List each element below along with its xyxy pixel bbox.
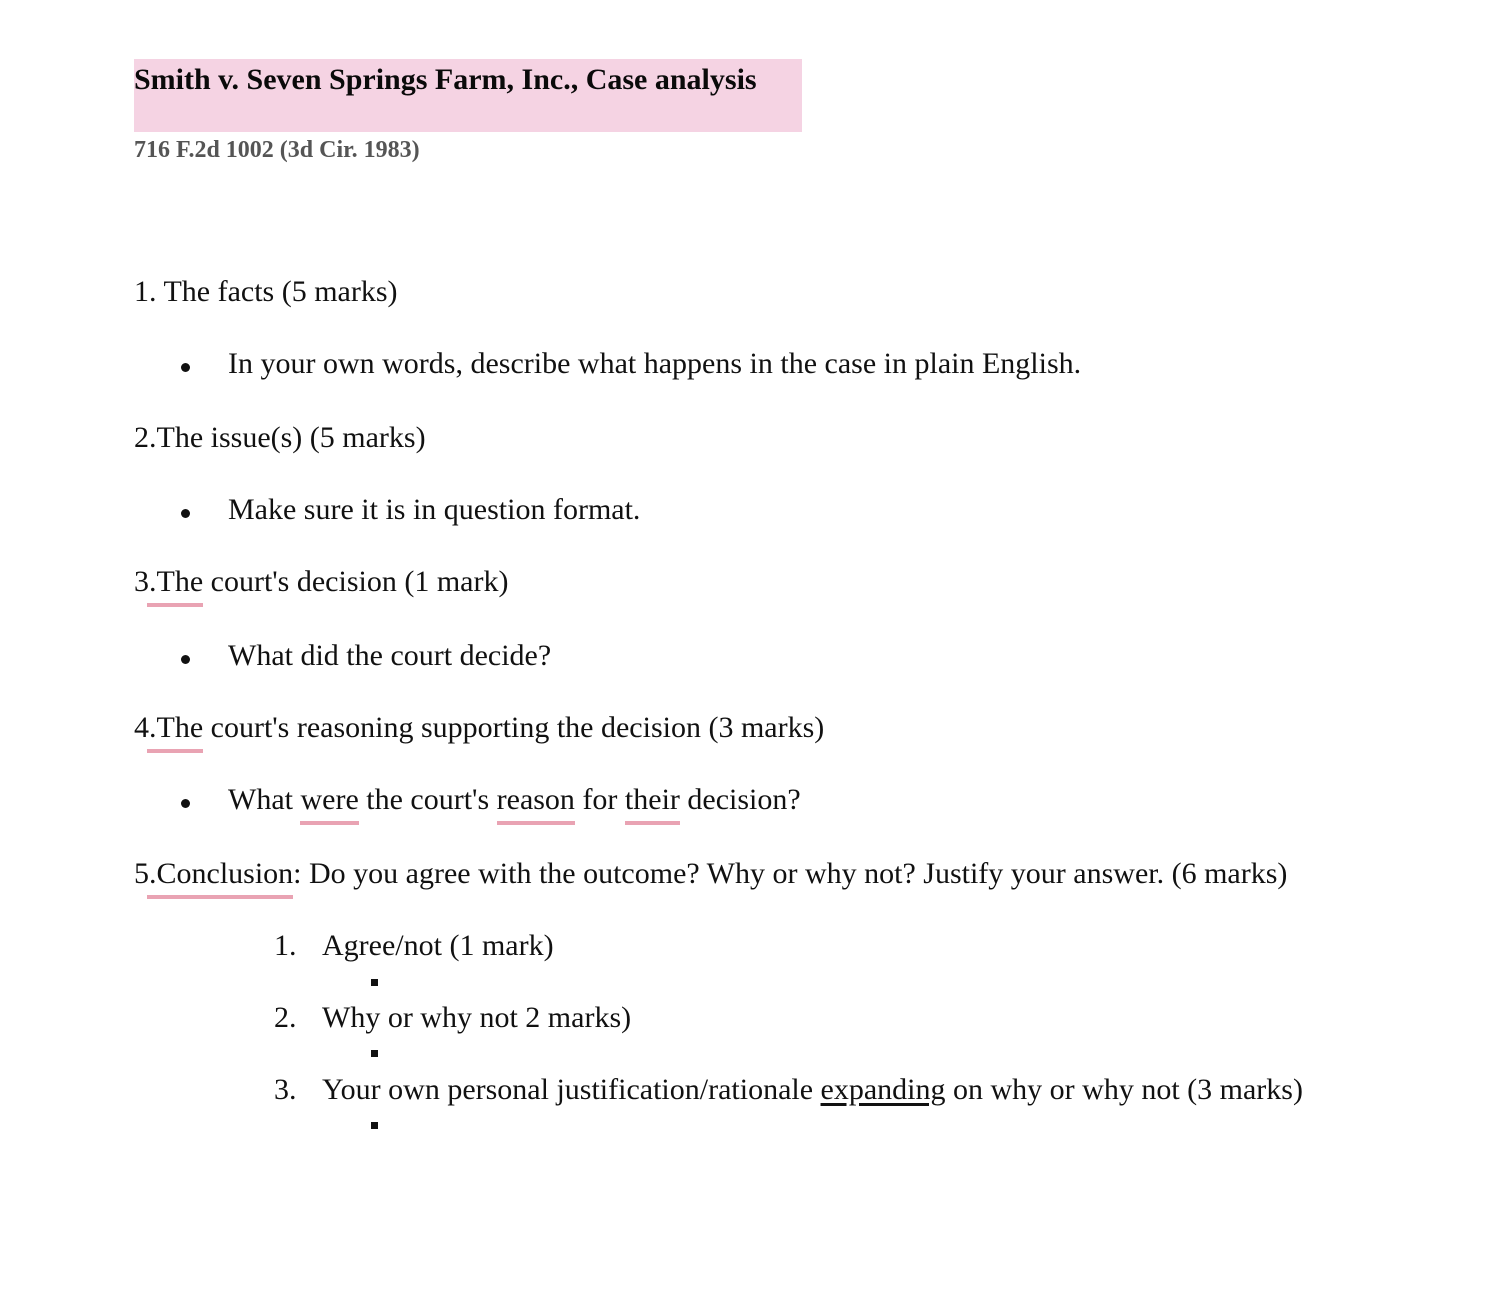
heading-text: court's decision (1 mark) (203, 565, 509, 598)
heading-number: 4. (134, 711, 157, 744)
subitem-1-text: Agree/not (1 mark) (322, 929, 554, 962)
subitem-3-text (322, 1072, 1303, 1108)
heading-number: 3. (134, 565, 157, 598)
heading-number: 5. (134, 857, 157, 890)
section-4-heading (134, 710, 824, 746)
square-bullet-icon (371, 979, 378, 986)
section-4-bullet (228, 782, 801, 818)
bullet-text-part: the court's (358, 783, 497, 816)
heading-text: court's reasoning supporting the decision (3 marks) (203, 711, 825, 744)
section-2-bullet: Make sure it is in question format. (228, 493, 641, 526)
spellcheck-flagged-word[interactable]: The (156, 711, 204, 744)
section-1-bullet: In your own words, describe what happens in the case in plain English. (228, 347, 1082, 380)
subitem-2-number: 2. (274, 1001, 297, 1034)
page-title: Smith v. Seven Springs Farm, Inc., Case analysis (134, 63, 757, 96)
subitem-text-part: on why or why not (3 marks) (945, 1073, 1303, 1106)
bullet-icon (181, 799, 190, 808)
heading-text: : Do you agree with the outcome? Why or why not? Justify your answer. (6 marks) (293, 857, 1288, 890)
section-5-heading (134, 856, 1287, 892)
bullet-text-part: for (574, 783, 625, 816)
underlined-word: expanding (820, 1073, 946, 1106)
subitem-text-part: Your own personal justification/rationale (322, 1073, 821, 1106)
spellcheck-flagged-word[interactable]: reason (496, 783, 575, 816)
spellcheck-flagged-word[interactable]: The (156, 565, 204, 598)
section-3-heading (134, 564, 508, 600)
bullet-text-part: decision? (679, 783, 801, 816)
section-1-heading: 1. The facts (5 marks) (134, 275, 398, 308)
section-3-bullet: What did the court decide? (228, 639, 552, 672)
spellcheck-flagged-word[interactable]: their (624, 783, 680, 816)
section-2-heading: 2.The issue(s) (5 marks) (134, 421, 426, 454)
subitem-1-number: 1. (274, 929, 297, 962)
subitem-3-number: 3. (274, 1073, 297, 1106)
square-bullet-icon (371, 1122, 378, 1129)
spellcheck-flagged-word[interactable]: were (300, 783, 359, 816)
subitem-2-text: Why or why not 2 marks) (322, 1001, 632, 1034)
bullet-icon (181, 655, 190, 664)
square-bullet-icon (371, 1050, 378, 1057)
bullet-icon (181, 363, 190, 372)
bullet-icon (181, 509, 190, 518)
case-citation: 716 F.2d 1002 (3d Cir. 1983) (134, 137, 420, 163)
spellcheck-flagged-word[interactable]: Conclusion (156, 857, 294, 890)
bullet-text-part: What (228, 783, 301, 816)
